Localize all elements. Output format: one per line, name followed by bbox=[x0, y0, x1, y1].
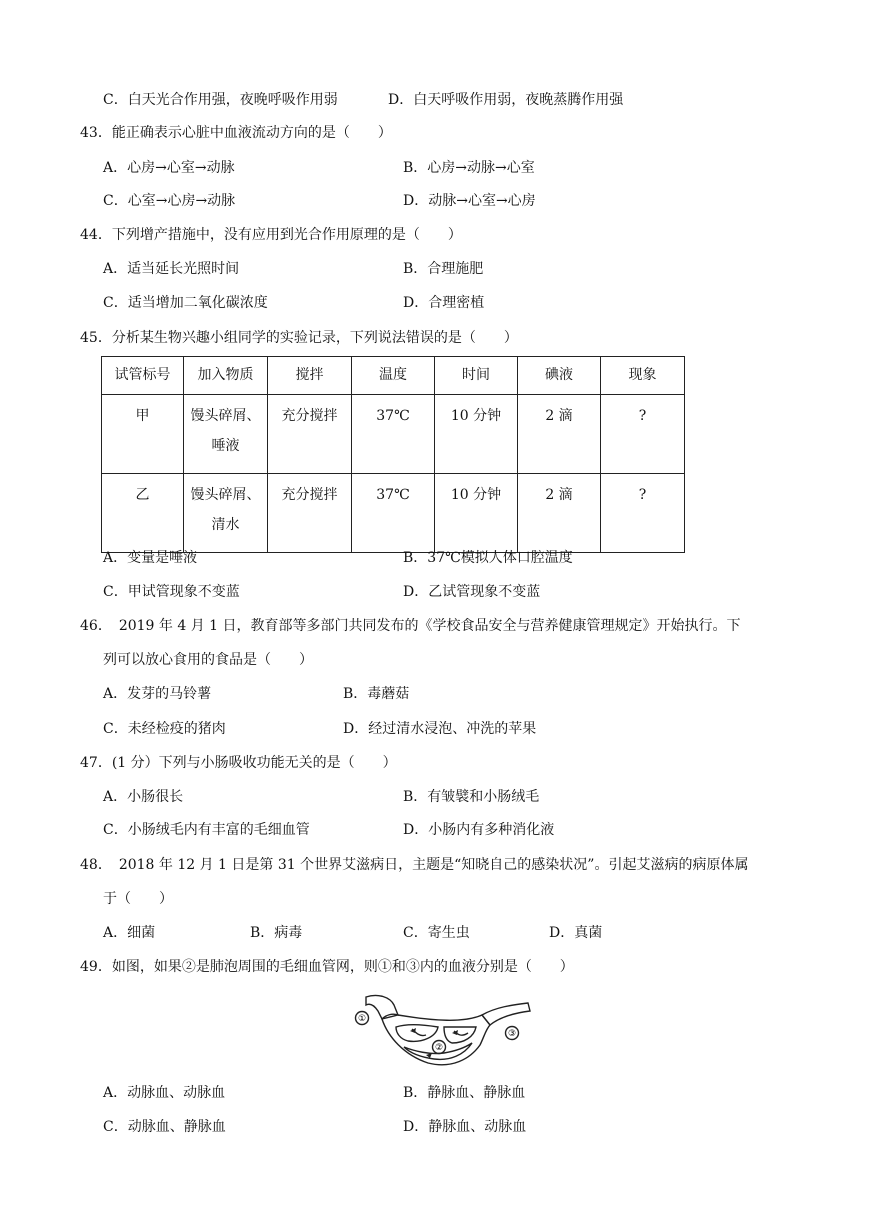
header-tube-id: 试管标号 bbox=[102, 357, 184, 395]
alveolar-capillary-diagram bbox=[352, 993, 537, 1077]
header-added-substance: 加入物质 bbox=[184, 357, 268, 395]
q44-option-d: D．合理密植 bbox=[403, 295, 485, 311]
q48-stem-line-2: 于（ ） bbox=[103, 891, 173, 907]
q45-option-c: C．甲试管现象不变蓝 bbox=[103, 584, 240, 600]
q42-option-d: D．白天呼吸作用弱，夜晚蒸腾作用强 bbox=[388, 92, 624, 108]
q47-stem: 47．(1 分）下列与小肠吸收功能无关的是（ ） bbox=[80, 755, 397, 771]
q48-option-b: B．病毒 bbox=[250, 925, 303, 941]
q44-option-b: B．合理施肥 bbox=[403, 261, 484, 277]
cell-tube-id: 甲 bbox=[102, 395, 184, 474]
cell-added-substance bbox=[184, 474, 268, 553]
q49-option-d: D．静脉血、动脉血 bbox=[403, 1119, 527, 1135]
cell-text-line: 唾液 bbox=[211, 438, 240, 454]
q47-option-c: C．小肠绒毛内有丰富的毛细血管 bbox=[103, 822, 310, 838]
experiment-table bbox=[101, 356, 685, 553]
cell-text-line: 清水 bbox=[211, 517, 240, 533]
q47-option-b: B．有皱襞和小肠绒毛 bbox=[403, 789, 540, 805]
q47-option-d: D．小肠内有多种消化液 bbox=[403, 822, 555, 838]
vessel-3-outline bbox=[482, 1003, 530, 1025]
q43-option-b: B．心房→动脉→心室 bbox=[403, 160, 535, 176]
q48-stem-line-1: 48． 2018 年 12 月 1 日是第 31 个世界艾滋病日，主题是“知晓自己的感染状况”。引起艾滋病的病原体属 bbox=[80, 857, 749, 873]
q43-stem: 43．能正确表示心脏中血液流动方向的是（ ） bbox=[80, 125, 392, 141]
flow-arrow bbox=[452, 1030, 458, 1035]
header-phenomenon: 现象 bbox=[601, 357, 685, 395]
header-stirring: 搅拌 bbox=[268, 357, 352, 395]
cell-text-line: 馒头碎屑、 bbox=[190, 487, 261, 503]
q46-stem-line-2: 列可以放心食用的食品是（ ） bbox=[103, 652, 313, 668]
q45-option-d: D．乙试管现象不变蓝 bbox=[403, 584, 541, 600]
q42-option-c: C．白天光合作用强，夜晚呼吸作用弱 bbox=[103, 92, 338, 108]
diagram-label-2: ② bbox=[434, 1043, 444, 1053]
q44-option-a: A．适当延长光照时间 bbox=[103, 261, 240, 277]
cell-temperature: 37℃ bbox=[352, 395, 435, 474]
vessel-1-outline bbox=[366, 995, 398, 1019]
header-time: 时间 bbox=[435, 357, 518, 395]
cell-iodine: 2 滴 bbox=[518, 474, 601, 553]
q46-option-d: D．经过清水浸泡、冲洗的苹果 bbox=[343, 721, 537, 737]
q46-option-c: C．未经检疫的猪肉 bbox=[103, 721, 226, 737]
table-row bbox=[102, 395, 685, 474]
cell-stirring: 充分搅拌 bbox=[268, 395, 352, 474]
q44-stem: 44．下列增产措施中，没有应用到光合作用原理的是（ ） bbox=[80, 227, 462, 243]
cell-temperature: 37℃ bbox=[352, 474, 435, 553]
q43-option-a: A．心房→心室→动脉 bbox=[103, 160, 235, 176]
header-iodine: 碘液 bbox=[518, 357, 601, 395]
cell-iodine: 2 滴 bbox=[518, 395, 601, 474]
q43-option-c: C．心室→心房→动脉 bbox=[103, 193, 236, 209]
cell-tube-id: 乙 bbox=[102, 474, 184, 553]
q46-stem-line-1: 46． 2019 年 4 月 1 日，教育部等多部门共同发布的《学校食品安全与营养健康管理规定》开始执行。下 bbox=[80, 618, 741, 634]
q48-option-a: A．细菌 bbox=[103, 925, 156, 941]
diagram-label-1: ① bbox=[357, 1014, 367, 1024]
q46-option-b: B．毒蘑菇 bbox=[343, 686, 410, 702]
cell-phenomenon: ? bbox=[601, 474, 685, 553]
table-row bbox=[102, 474, 685, 553]
capillary-network-outline bbox=[382, 1015, 490, 1065]
q45-option-a: A．变量是唾液 bbox=[103, 550, 198, 566]
q44-option-c: C．适当增加二氧化碳浓度 bbox=[103, 295, 268, 311]
cell-text-line: 馒头碎屑、 bbox=[190, 408, 261, 424]
cell-time: 10 分钟 bbox=[435, 395, 518, 474]
table-header-row bbox=[102, 357, 685, 395]
q49-option-b: B．静脉血、静脉血 bbox=[403, 1085, 526, 1101]
q48-option-c: C．寄生虫 bbox=[403, 925, 470, 941]
q47-option-a: A．小肠很长 bbox=[103, 789, 184, 805]
q46-option-a: A．发芽的马铃薯 bbox=[103, 686, 212, 702]
cell-stirring: 充分搅拌 bbox=[268, 474, 352, 553]
q43-option-d: D．动脉→心室→心房 bbox=[403, 193, 536, 209]
cell-added-substance bbox=[184, 395, 268, 474]
q49-stem: 49．如图，如果②是肺泡周围的毛细血管网，则①和③内的血液分别是（ ） bbox=[80, 959, 574, 975]
header-temperature: 温度 bbox=[352, 357, 435, 395]
cell-time: 10 分钟 bbox=[435, 474, 518, 553]
q45-option-b: B．37℃模拟人体口腔温度 bbox=[403, 550, 573, 566]
q48-option-d: D．真菌 bbox=[549, 925, 603, 941]
flow-arrow bbox=[410, 1028, 416, 1033]
cell-phenomenon: ? bbox=[601, 395, 685, 474]
q49-option-a: A．动脉血、动脉血 bbox=[103, 1085, 226, 1101]
diagram-label-3: ③ bbox=[507, 1029, 517, 1039]
q45-stem: 45．分析某生物兴趣小组同学的实验记录，下列说法错误的是（ ） bbox=[80, 330, 518, 346]
q49-option-c: C．动脉血、静脉血 bbox=[103, 1119, 226, 1135]
